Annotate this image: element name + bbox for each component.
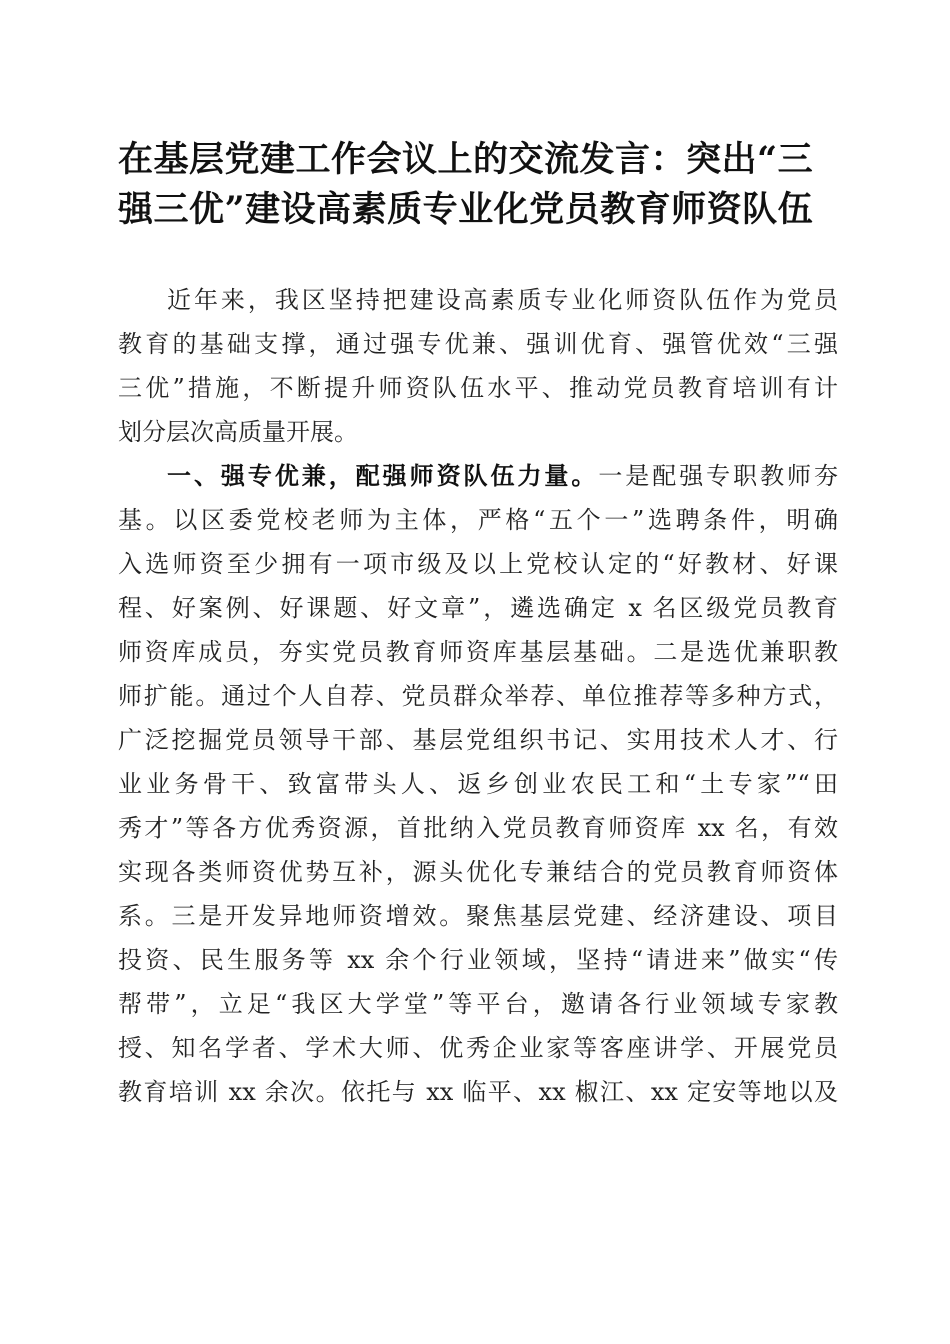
text-line: 师扩能。通过个人自荐、党员群众举荐、单位推荐等多种方式， [118, 682, 838, 710]
document-title [118, 135, 838, 235]
section-heading: 一、强专优兼，配强师资队伍力量。 [167, 461, 599, 490]
title-line: 强三优”建设高素质专业化党员教育师资队伍 [118, 189, 814, 230]
text-line: 秀才”等各方优秀资源，首批纳入党员教育师资库 xx 名，有效 [118, 814, 838, 842]
text-line [118, 454, 838, 498]
text-line: 业业务骨干、致富带头人、返乡创业农民工和“土专家”“田 [118, 770, 838, 798]
paragraph-section-one [118, 454, 838, 1114]
text-line: 程、好案例、好课题、好文章”，遴选确定 x 名区级党员教育 [118, 594, 838, 622]
section-text: 一是配强专职教师夯 [598, 462, 839, 490]
text-line: 系。三是开发异地师资增效。聚焦基层党建、经济建设、项目 [118, 902, 838, 930]
paragraph-intro [118, 278, 838, 454]
document-body [118, 278, 838, 1114]
text-line: 划分层次高质量开展。 [118, 418, 358, 446]
text-line: 入选师资至少拥有一项市级及以上党校认定的“好教材、好课 [118, 550, 838, 578]
text-line: 帮带”，立足“我区大学堂”等平台，邀请各行业领域专家教 [118, 990, 838, 1018]
text-line: 近年来，我区坚持把建设高素质专业化师资队伍作为党员 [167, 286, 838, 314]
text-line: 教育的基础支撑，通过强专优兼、强训优育、强管优效“三强 [118, 330, 838, 358]
text-line: 基。以区委党校老师为主体，严格“五个一”选聘条件，明确 [118, 506, 838, 534]
title-line: 在基层党建工作会议上的交流发言：突出“三 [118, 139, 814, 180]
text-line: 广泛挖掘党员领导干部、基层党组织书记、实用技术人才、行 [118, 726, 838, 754]
text-line: 实现各类师资优势互补，源头优化专兼结合的党员教育师资体 [118, 858, 838, 886]
text-line: 教育培训 xx 余次。依托与 xx 临平、xx 椒江、xx 定安等地以及 [118, 1078, 838, 1106]
text-line: 师资库成员，夯实党员教育师资库基层基础。二是选优兼职教 [118, 638, 838, 666]
text-line: 投资、民生服务等 xx 余个行业领域，坚持“请进来”做实“传 [118, 946, 838, 974]
text-line: 三优”措施，不断提升师资队伍水平、推动党员教育培训有计 [118, 374, 838, 402]
text-line: 授、知名学者、学术大师、优秀企业家等客座讲学、开展党员 [118, 1034, 838, 1062]
